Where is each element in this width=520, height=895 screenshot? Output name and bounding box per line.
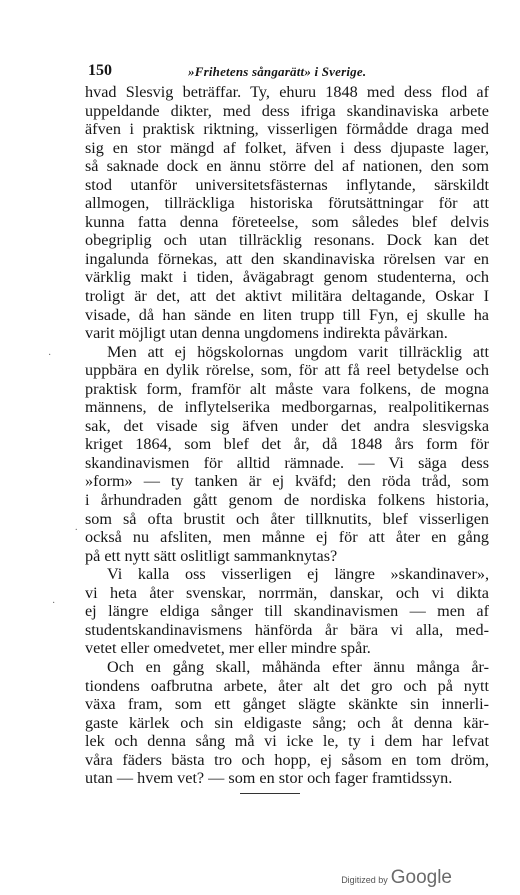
text-line: uppbära en dylik rörelse, som, för att få reel betydelse och <box>85 361 489 380</box>
text-line: som så ofta brustit och åter tillknutits, blef visserligen <box>85 509 489 528</box>
text-line: i århundraden gått genom de nordiska folkens historia, <box>85 491 489 510</box>
text-line: hvad Slesvig beträffar. Ty, ehuru 1848 med dess flod af <box>85 83 489 101</box>
text-line: praktisk form, framför alt måste vara folkens, de mogna <box>85 379 489 398</box>
digitized-label: Digitized by <box>341 875 388 885</box>
text-line: kunna fatta denna företeelse, som således blef delvis <box>85 212 489 231</box>
text-line: skandinavismen för alltid rämnade. — Vi säga dess <box>85 453 489 472</box>
text-line: våra fäders bästa tro och hopp, ej såsom en tom dröm, <box>85 750 489 769</box>
text-line: varit möjligt utan denna ungdomens indirekta påvärkan. <box>85 324 448 343</box>
section-end-rule <box>240 793 300 794</box>
text-line: »form» — ty tanken är ej kväfd; den röda tråd, som <box>85 472 489 491</box>
text-line: ingalunda förnekas, att den skandinaviska rörelsen var en <box>85 249 489 268</box>
text-line: studentskandinavismens hänförda år bära vi alla, med- <box>85 620 489 639</box>
text-line: på ett nytt sätt oslitligt sammanknytas? <box>85 546 338 565</box>
text-line: tiondens oafbrutna arbete, åter alt det gro och på nytt <box>85 676 489 695</box>
text-line: ej längre eldiga sånger till skandinavismen — men af <box>85 602 489 621</box>
text-line: så saknade dock en ännu större del af nationen, den som <box>85 157 489 176</box>
margin-mark: · <box>48 350 52 361</box>
google-logo: Google <box>390 867 452 888</box>
margin-mark: . <box>75 522 78 533</box>
text-line: Men att ej högskolornas ungdom varit tillräcklig att <box>107 342 489 361</box>
text-line: stod utanför universitetsfästernas inflytande, särskildt <box>85 175 489 194</box>
text-line: männens, de inflytelserika medborgarnas, realpolitikernas <box>85 398 489 417</box>
text-line: gaste kärlek och sin eldigaste sång; och åt denna kär- <box>85 713 489 732</box>
text-line: också nu afsliten, men månne ej för att åter en gång <box>85 528 489 547</box>
text-line: allmogen, tillräckliga historiska förutsättningar för att <box>85 194 489 213</box>
text-line: utan — hvem vet? — som en stor och fager framtidssyn. <box>85 769 453 788</box>
text-line: sak, det visade sig äfven under det andra slesvigska <box>85 416 489 435</box>
text-line: uppeldande dikter, med dess ifriga skandinaviska arbete <box>85 101 489 120</box>
text-line: kriget 1864, som blef det år, då 1848 års form för <box>85 435 489 454</box>
text-line: vetet eller omedvetet, mer eller mindre spår. <box>85 639 371 658</box>
digitized-footer <box>341 867 452 889</box>
text-line: lek och denna sång må vi icke le, ty i dem har lefvat <box>85 732 489 751</box>
page-number: 150 <box>88 62 112 79</box>
running-head: »Frihetens sångarätt» i Sverige. <box>188 64 367 79</box>
text-line: obegriplig och utan tillräcklig resonans. Dock kan det <box>85 231 489 250</box>
text-line: Vi kalla oss visserligen ej längre »skandinaver», <box>107 565 489 584</box>
margin-mark: · <box>52 598 56 609</box>
text-line: sig en stor mängd af folket, äfven i dess djupaste lager, <box>85 138 489 157</box>
text-line: värklig makt i tiden, åvägabragt genom studenterna, och <box>85 268 489 287</box>
text-line: äfven i praktisk riktning, visserligen förmådde draga med <box>85 120 489 139</box>
text-line: visade, då han sände en liten trupp till Fyn, ej skulle ha <box>85 305 489 324</box>
text-line: vi heta åter svenskar, norrmän, danskar, och vi dikta <box>85 583 489 602</box>
text-line: växa fram, som ett gånget slägte skänkte sin innerli- <box>85 695 489 714</box>
text-line: Och en gång skall, måhända efter ännu många år- <box>107 657 489 676</box>
body-text <box>85 83 489 788</box>
text-line: troligt är det, att det aktivt militära deltagande, Oskar I <box>85 287 489 306</box>
